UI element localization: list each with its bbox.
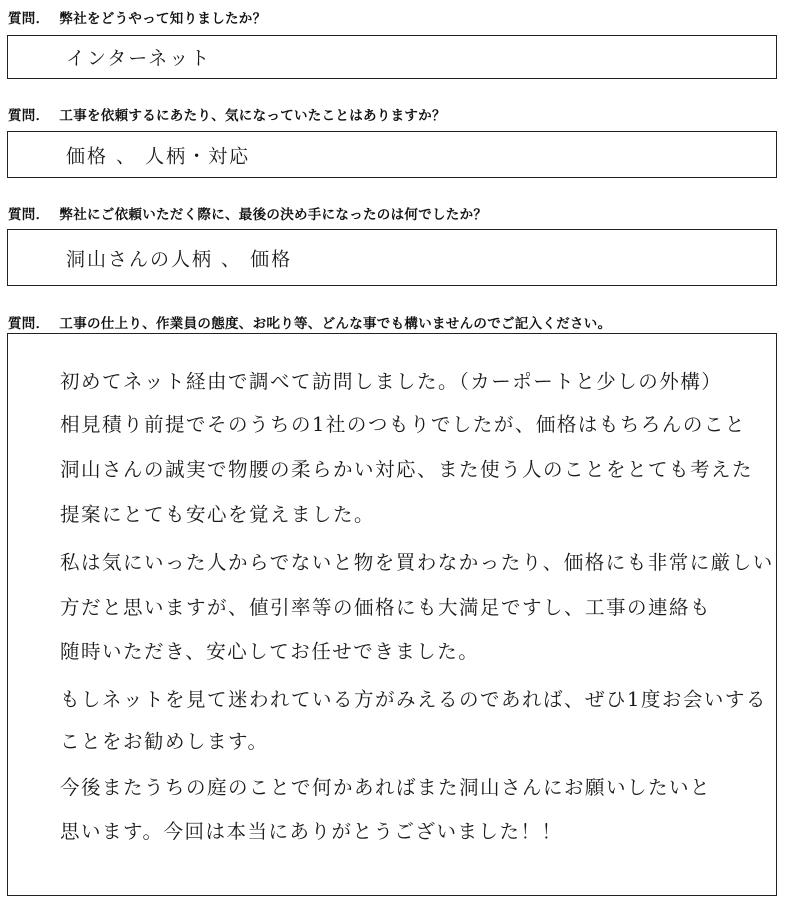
- question-prefix: 質問．: [8, 316, 50, 332]
- question-prefix: 質問．: [8, 108, 50, 124]
- question-1-label: [8, 7, 266, 27]
- question-text: 工事の仕上り、作業員の態度、お叱り等、どんな事でも構いませんのでご記入ください。: [59, 316, 612, 332]
- answer-3-box: [7, 229, 777, 286]
- question-text: 工事を依頼するにあたり、気になっていたことはありますか？: [59, 108, 446, 124]
- question-2-label: [8, 104, 446, 124]
- answer-4-line: 今後またうちの庭のことで何かあればまた洞山さんにお願いしたいと: [60, 776, 712, 799]
- answer-4-line: 相見積り前提でそのうちの1社のつもりでしたが、価格はもちろんのこと: [60, 413, 746, 436]
- question-prefix: 質問．: [8, 207, 50, 223]
- answer-4-line: ことをお勧めします。: [60, 730, 269, 753]
- answer-3-text: 洞山さんの人柄 、 価格: [66, 248, 293, 270]
- answer-1-text: インターネット: [66, 47, 212, 70]
- answer-2-box: [7, 131, 777, 178]
- question-text: 弊社をどうやって知りましたか？: [59, 11, 267, 27]
- answer-4-line: 初めてネット経由で調べて訪問しました。（カーポートと少しの外構）: [60, 370, 723, 393]
- answer-1-box: [7, 35, 777, 79]
- answer-4-line: 方だと思いますが、値引率等の価格にも大満足ですし、工事の連絡も: [60, 596, 712, 619]
- answer-4-line: 提案にとても安心を覚えました。: [60, 503, 376, 526]
- question-3-label: [8, 203, 487, 223]
- answer-4-box: [7, 333, 777, 896]
- answer-4-line: 思います。今回は本当にありがとうございました！！: [60, 820, 563, 843]
- question-4-label: [8, 312, 611, 332]
- answer-4-line: 私は気にいった人からでないと物を買わなかったり、価格にも非常に厳しい: [60, 551, 774, 574]
- question-prefix: 質問．: [8, 11, 50, 27]
- answer-4-line: 洞山さんの誠実で物腰の柔らかい対応、また使う人のことをとても考えた: [60, 458, 754, 481]
- answer-4-line: もしネットを見て迷われている方がみえるのであれば、ぜひ1度お会いする: [60, 688, 767, 711]
- answer-2-text: 価格 、 人柄・対応: [66, 145, 251, 167]
- answer-4-line: 随時いただき、安心してお任せできました。: [60, 640, 480, 663]
- question-text: 弊社にご依頼いただく際に、最後の決め手になったのは何でしたか？: [59, 207, 488, 223]
